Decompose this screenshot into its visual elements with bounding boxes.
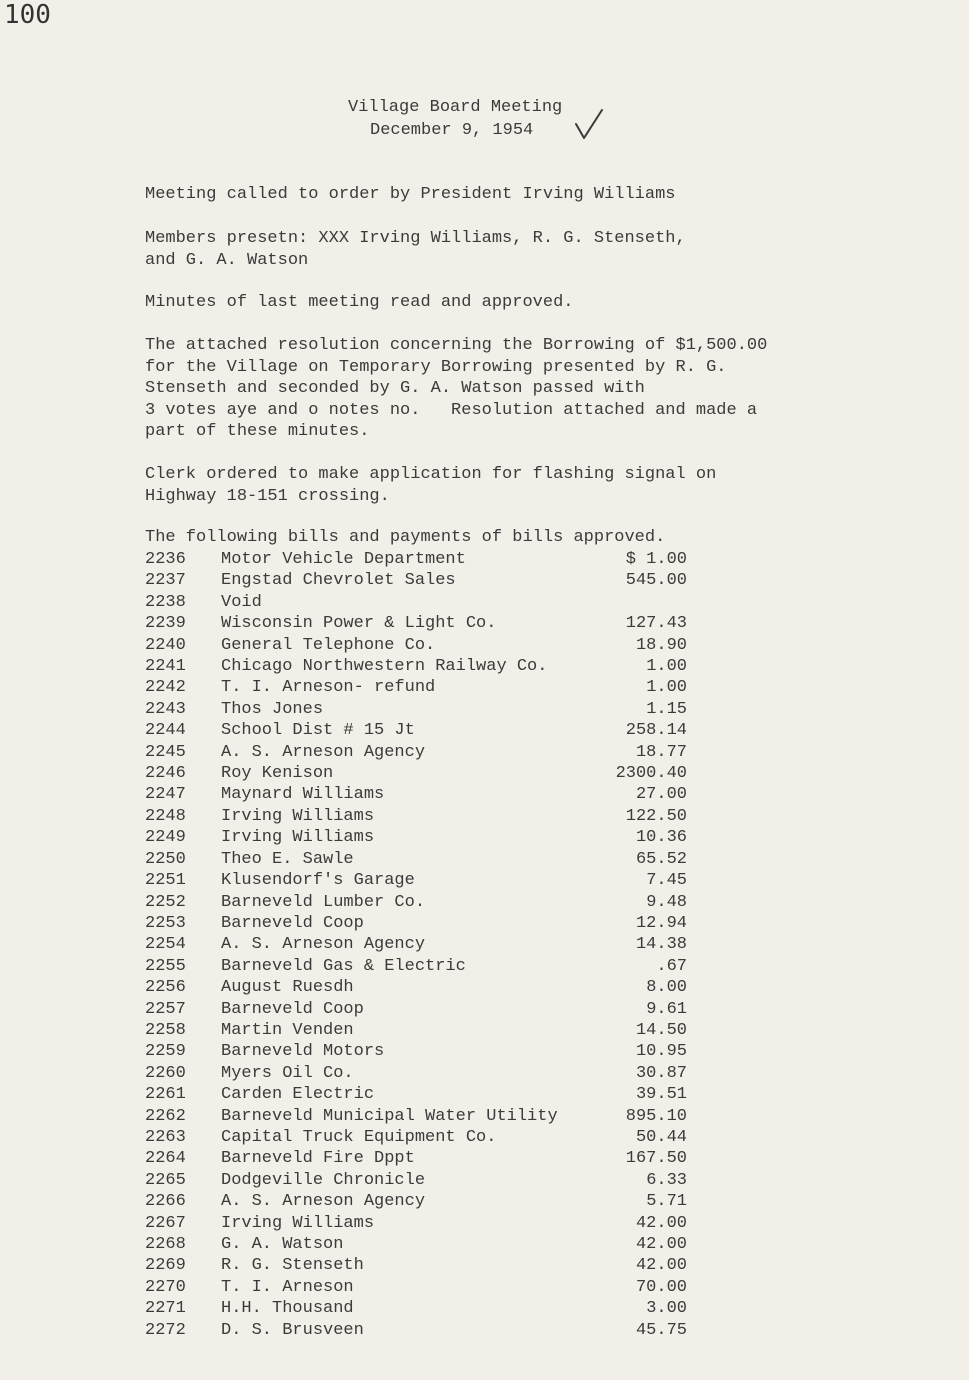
bill-payee: Myers Oil Co. [221, 1063, 354, 1083]
bill-payee: Irving Williams [221, 828, 375, 848]
bill-number: 2243 [145, 699, 186, 719]
members-present: Members presetn: XXX Irving Williams, R. G. Stenseth, and G. A. Watson [145, 229, 686, 270]
bill-payee: Capital Truck Equipment Co. [221, 1127, 497, 1147]
bill-number: 2240 [145, 635, 186, 655]
bill-number: 2250 [145, 849, 186, 869]
bill-number: 2251 [145, 871, 186, 891]
bill-number: 2262 [145, 1106, 186, 1126]
bill-amount: 50.44 [635, 1127, 687, 1147]
bill-number: 2269 [145, 1256, 186, 1276]
bill-payee: August Ruesdh [221, 978, 354, 998]
bill-amount: 14.38 [635, 935, 687, 955]
bill-number: 2245 [145, 742, 186, 762]
bill-amount: .67 [656, 956, 687, 976]
bill-payee: Barneveld Fire Dppt [221, 1149, 415, 1169]
bill-number: 2268 [145, 1235, 186, 1254]
bill-amount: 18.90 [635, 635, 687, 655]
bill-number: 2272 [145, 1320, 186, 1340]
bill-amount: 42.00 [635, 1213, 687, 1233]
bill-payee: H.H. Thousand [221, 1299, 354, 1319]
bill-number: 2265 [145, 1170, 186, 1190]
bill-amount: 258.14 [625, 721, 687, 741]
bill-number: 2271 [145, 1299, 186, 1319]
bill-payee: Wisconsin Power & Light Co. [221, 614, 497, 634]
flashing-signal: Clerk ordered to make application for flashing signal on Highway 18-151 crossing. [145, 465, 717, 506]
bill-number: 2257 [145, 999, 186, 1019]
bill-amount: 65.52 [635, 849, 687, 869]
bill-amount: 70.00 [635, 1277, 687, 1297]
bill-payee: A. S. Arneson Agency [221, 742, 426, 762]
bill-number: 2244 [145, 721, 186, 741]
bill-number: 2239 [145, 614, 186, 634]
bill-amount: 18.77 [635, 742, 687, 762]
bills-intro: The following bills and payments of bills approved. [145, 528, 666, 547]
bill-amount: 895.10 [625, 1106, 687, 1126]
bill-amount: 10.95 [635, 1042, 687, 1062]
bill-payee: School Dist # 15 Jt [221, 721, 415, 741]
minutes-approved: Minutes of last meeting read and approved. [145, 293, 574, 312]
bill-number: 2258 [145, 1020, 186, 1040]
bill-payee: T. I. Arneson [221, 1277, 354, 1297]
bill-number: 2255 [145, 956, 186, 976]
bill-payee: Klusendorf's Garage [221, 871, 415, 891]
title-line-1: Village Board Meeting [348, 98, 563, 117]
bill-amount: 9.61 [646, 999, 687, 1019]
bill-number: 2256 [145, 978, 186, 998]
bill-number: 2270 [145, 1277, 186, 1297]
bill-payee: A. S. Arneson Agency [221, 1192, 426, 1212]
bill-amount: 1.00 [646, 678, 687, 698]
bill-number: 2241 [145, 657, 186, 677]
bill-amount: 5.71 [646, 1192, 687, 1212]
bill-amount: 122.50 [625, 806, 687, 826]
bill-amount: 14.50 [635, 1020, 687, 1040]
bill-payee: Chicago Northwestern Railway Co. [221, 657, 548, 677]
bill-payee: Barneveld Coop [221, 913, 364, 933]
bill-amount: 8.00 [646, 978, 687, 998]
bill-payee: Roy Kenison [221, 764, 334, 784]
bill-payee: Barneveld Lumber Co. [221, 892, 426, 912]
bill-amount: 3.00 [646, 1299, 687, 1319]
bill-amount: 7.45 [646, 871, 687, 891]
bill-payee: General Telephone Co. [221, 635, 436, 655]
bill-number: 2246 [145, 764, 186, 784]
bill-payee: Dodgeville Chronicle [221, 1170, 426, 1190]
bill-number: 2237 [145, 571, 186, 591]
bill-amount: 45.75 [635, 1320, 687, 1340]
bill-number: 2253 [145, 913, 186, 933]
bill-amount: 6.33 [646, 1170, 687, 1190]
bill-payee: R. G. Stenseth [221, 1256, 364, 1276]
page-number: 100 [4, 0, 51, 30]
bill-amount: 42.00 [635, 1235, 687, 1254]
bill-number: 2267 [145, 1213, 186, 1233]
bill-payee: A. S. Arneson Agency [221, 935, 426, 955]
bill-amount: 2300.40 [615, 764, 687, 784]
bill-payee: Barneveld Motors [221, 1042, 385, 1062]
borrowing-resolution: The attached resolution concerning the Borrowing of $1,500.00 for the Village on Temporary Borrowing presented by R. G. Stenseth and seconded by G. A. Watson passed with 3 votes aye and o notes no. Resolution attached and made a part of these minutes. [145, 336, 768, 442]
bill-amount: 39.51 [635, 1085, 687, 1105]
bill-number: 2252 [145, 892, 186, 912]
bill-amount: 10.36 [635, 828, 687, 848]
bill-payee: Void [221, 592, 262, 612]
bill-payee: Carden Electric [221, 1085, 375, 1105]
bill-number: 2238 [145, 592, 186, 612]
bill-payee: Barneveld Gas & Electric [221, 956, 466, 976]
bill-number: 2249 [145, 828, 186, 848]
bill-number: 2236 [145, 550, 186, 569]
bill-payee: Motor Vehicle Department [221, 550, 466, 569]
bill-number: 2266 [145, 1192, 186, 1212]
bill-amount: 545.00 [625, 571, 687, 591]
bill-amount: 12.94 [635, 913, 687, 933]
title-line-2: December 9, 1954 [370, 121, 534, 140]
bill-number: 2242 [145, 678, 186, 698]
bill-payee: Martin Venden [221, 1020, 354, 1040]
bill-number: 2248 [145, 806, 186, 826]
bill-payee: Barneveld Coop [221, 999, 364, 1019]
bill-payee: Thos Jones [221, 699, 324, 719]
bill-payee: G. A. Watson [221, 1235, 344, 1254]
call-to-order: Meeting called to order by President Irving Williams [145, 185, 676, 204]
bill-number: 2259 [145, 1042, 186, 1062]
bill-amount: 9.48 [646, 892, 687, 912]
bill-amount: 1.15 [646, 699, 687, 719]
bill-payee: T. I. Arneson- refund [221, 678, 436, 698]
bill-payee: Maynard Williams [221, 785, 385, 805]
bill-number: 2264 [145, 1149, 186, 1169]
bill-payee: Engstad Chevrolet Sales [221, 571, 456, 591]
bill-payee: Barneveld Municipal Water Utility [221, 1106, 558, 1126]
bill-amount: 167.50 [625, 1149, 687, 1169]
bill-payee: Irving Williams [221, 806, 375, 826]
bill-amount: 127.43 [625, 614, 687, 634]
meeting-title [348, 96, 562, 142]
check-mark-icon [574, 108, 604, 140]
bill-amount: 1.00 [646, 657, 687, 677]
bill-number: 2260 [145, 1063, 186, 1083]
bill-amount: 30.87 [635, 1063, 687, 1083]
bill-number: 2254 [145, 935, 186, 955]
bill-payee: Theo E. Sawle [221, 849, 354, 869]
bill-payee: D. S. Brusveen [221, 1320, 364, 1340]
bill-amount: $ 1.00 [625, 550, 687, 569]
bill-number: 2263 [145, 1127, 186, 1147]
bill-amount: 27.00 [635, 785, 687, 805]
bill-number: 2261 [145, 1085, 186, 1105]
bill-amount: 42.00 [635, 1256, 687, 1276]
bill-payee: Irving Williams [221, 1213, 375, 1233]
bill-number: 2247 [145, 785, 186, 805]
